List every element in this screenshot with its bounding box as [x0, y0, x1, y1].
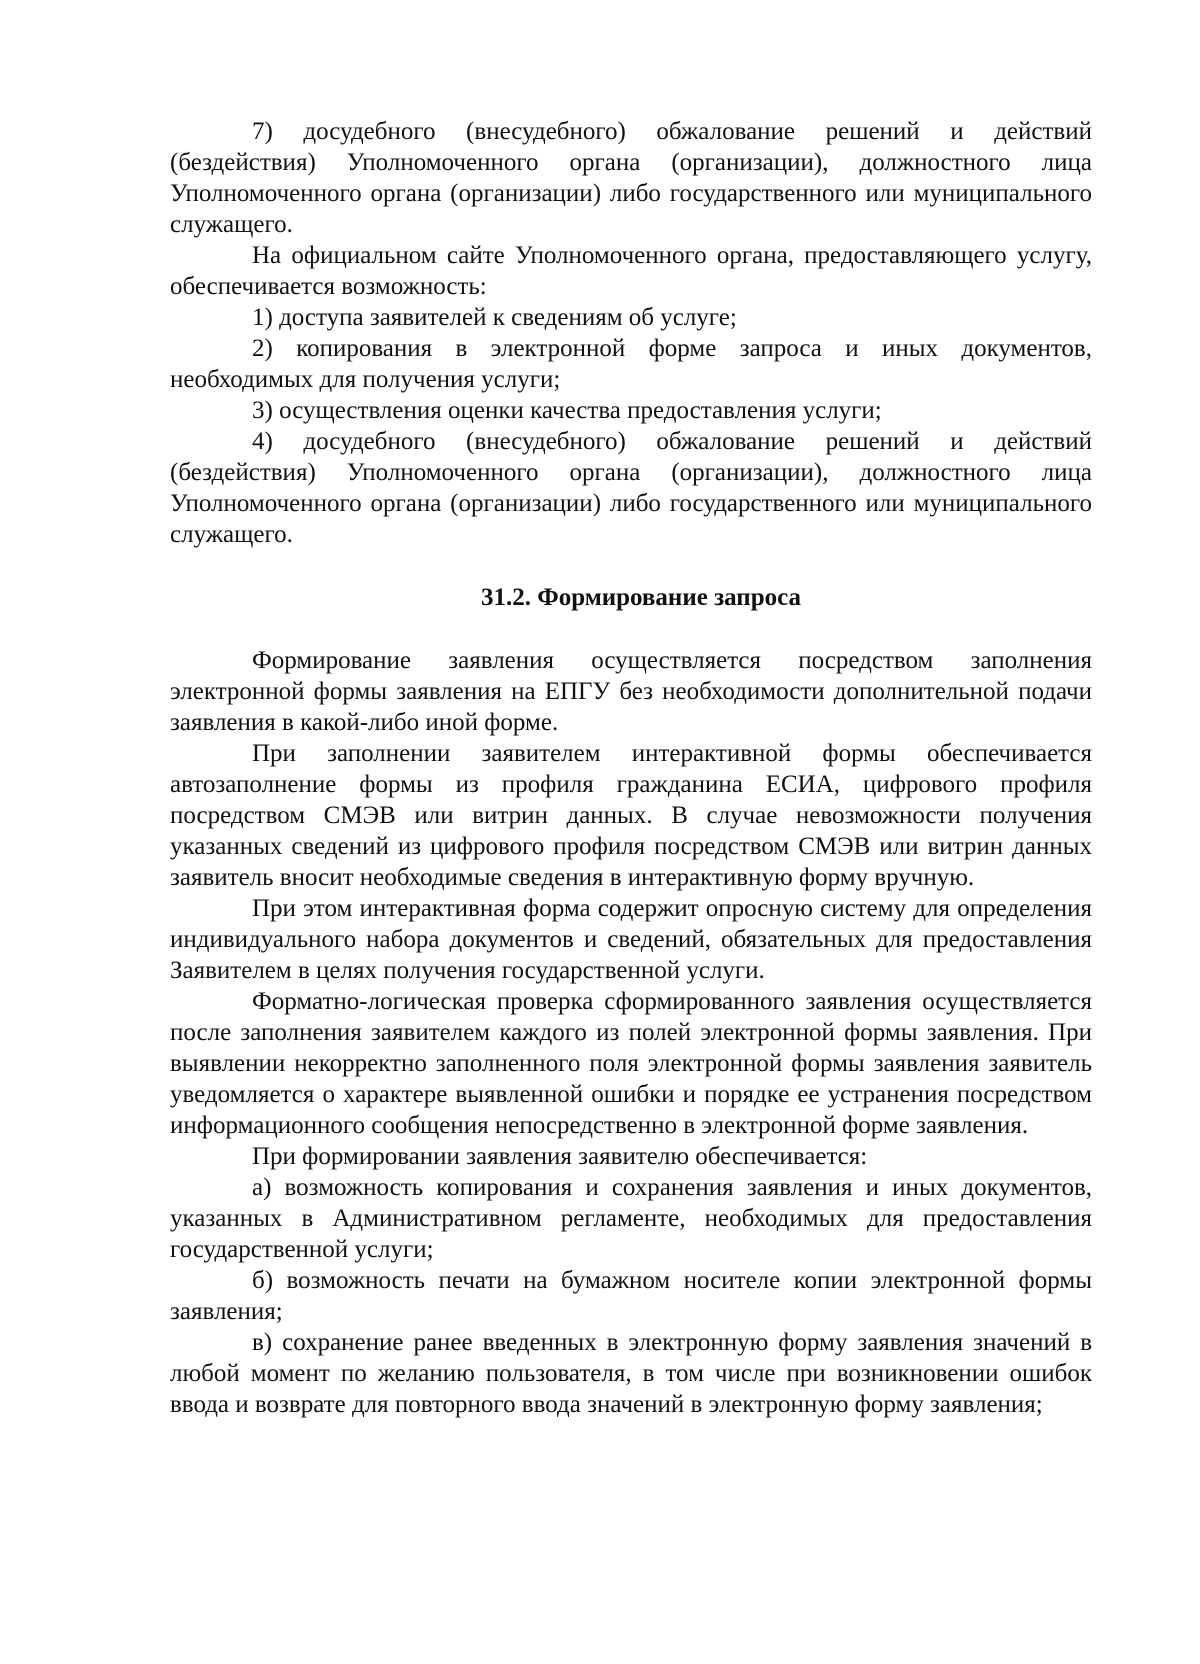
paragraph-official-site: На официальном сайте Уполномоченного органа, предоставляющего услугу, обеспечивается возможность:: [170, 242, 1092, 300]
paragraph-autofill: При заполнении заявителем интерактивной формы обеспечивается автозаполнение формы из профиля гражданина ЕСИА, цифрового профиля посредством СМЭВ или витрин данных. В случае невозможности получения указанных сведений из цифрового профиля посредством СМЭВ или витрин данных заявитель вносит необходимые сведения в интерактивную форму вручную.: [170, 740, 1092, 891]
paragraph-item-3: 3) осуществления оценки качества предоставления услуги;: [252, 397, 882, 424]
section-request-forming: [170, 645, 1092, 1420]
section-remote-access: [170, 116, 1092, 550]
paragraph-item-1: 1) доступа заявителей к сведениям об услуге;: [252, 304, 737, 331]
paragraph-forming: Формирование заявления осуществляется посредством заполнения электронной формы заявления на ЕПГУ без необходимости дополнительной подачи заявления в какой-либо иной форме.: [170, 647, 1092, 736]
paragraph-item-a: а) возможность копирования и сохранения заявления и иных документов, указанных в Административном регламенте, необходимых для предоставления государственной услуги;: [170, 1174, 1092, 1263]
paragraph-provided: При формировании заявления заявителю обеспечивается:: [252, 1143, 868, 1170]
document-page: [170, 116, 1092, 1420]
paragraph-item-2: 2) копирования в электронной форме запроса и иных документов, необходимых для получения услуги;: [170, 335, 1092, 393]
paragraph-item-4: 4) досудебного (внесудебного) обжалование решений и действий (бездействия) Уполномоченного органа (организации), должностного лица Уполномоченного органа (организации) либо государственного или муниципального служащего.: [170, 428, 1092, 548]
paragraph-item-7: 7) досудебного (внесудебного) обжалование решений и действий (бездействия) Уполномоченного органа (организации), должностного лица Уполномоченного органа (организации) либо государственного или муниципального служащего.: [170, 118, 1092, 238]
section-heading: 31.2. Формирование запроса: [480, 584, 802, 611]
paragraph-item-b: б) возможность печати на бумажном носителе копии электронной формы заявления;: [170, 1267, 1092, 1325]
paragraph-item-v: в) сохранение ранее введенных в электронную форму заявления значений в любой момент по желанию пользователя, в том числе при возникновении ошибок ввода и возврате для повторного ввода значений в электронную форму заявления;: [170, 1329, 1092, 1418]
paragraph-validation: Форматно-логическая проверка сформированного заявления осуществляется после заполнения заявителем каждого из полей электронной формы заявления. При выявлении некорректно заполненного поля электронной формы заявления заявитель уведомляется о характере выявленной ошибки и порядке ее устранения посредством информационного сообщения непосредственно в электронной форме заявления.: [170, 988, 1092, 1139]
paragraph-survey: При этом интерактивная форма содержит опросную систему для определения индивидуального набора документов и сведений, обязательных для предоставления Заявителем в целях получения государственной услуги.: [170, 895, 1092, 984]
